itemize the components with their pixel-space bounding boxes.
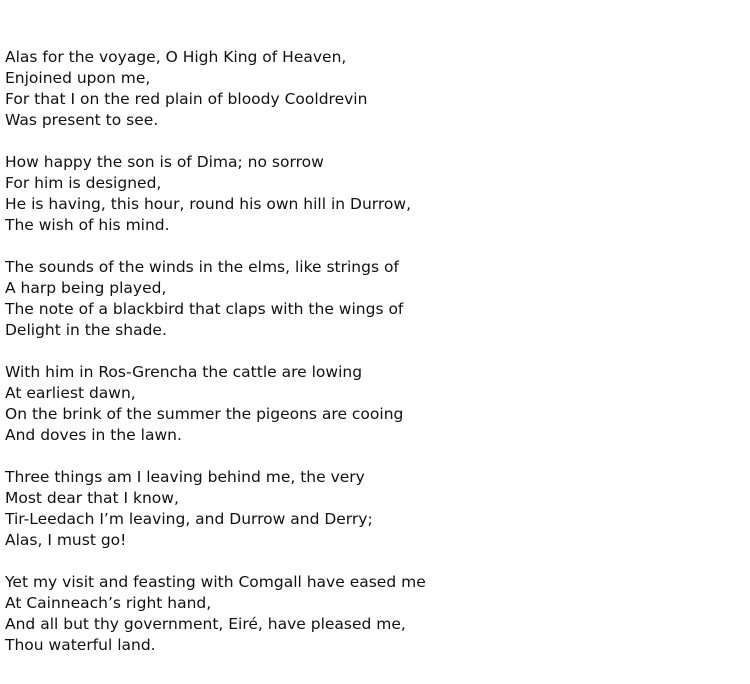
stanza-1 xyxy=(5,47,745,131)
poem-line: Tir-Leedach I’m leaving, and Durrow and Derry; xyxy=(5,510,373,528)
poem-line: Thou waterful land. xyxy=(5,636,156,654)
stanza-4 xyxy=(5,362,745,446)
poem-line: A harp being played, xyxy=(5,279,167,297)
poem-line: The note of a blackbird that claps with the wings of xyxy=(5,300,404,318)
poem-line: And all but thy government, Eiré, have pleased me, xyxy=(5,615,406,633)
poem-line: The sounds of the winds in the elms, like strings of xyxy=(5,258,399,276)
poem-line: Delight in the shade. xyxy=(5,321,167,339)
poem-line: Yet my visit and feasting with Comgall have eased me xyxy=(5,573,426,591)
poem-line: At earliest dawn, xyxy=(5,384,136,402)
stanza-3 xyxy=(5,257,745,341)
poem-line: How happy the son is of Dima; no sorrow xyxy=(5,153,324,171)
poem-line: Three things am I leaving behind me, the very xyxy=(5,468,365,486)
poem-line: He is having, this hour, round his own hill in Durrow, xyxy=(5,195,411,213)
poem-line: Alas, I must go! xyxy=(5,531,127,549)
poem-line: Most dear that I know, xyxy=(5,489,179,507)
poem-line: And doves in the lawn. xyxy=(5,426,182,444)
stanza-5 xyxy=(5,467,745,551)
poem-line: For him is designed, xyxy=(5,174,162,192)
poem-text xyxy=(5,47,745,677)
stanza-6 xyxy=(5,572,745,656)
poem-line: The wish of his mind. xyxy=(5,216,170,234)
poem-line: For that I on the red plain of bloody Cooldrevin xyxy=(5,90,368,108)
poem-line: Alas for the voyage, O High King of Heaven, xyxy=(5,48,347,66)
poem-line: On the brink of the summer the pigeons are cooing xyxy=(5,405,404,423)
stanza-2 xyxy=(5,152,745,236)
poem-line: At Cainneach’s right hand, xyxy=(5,594,212,612)
poem-line: With him in Ros-Grencha the cattle are lowing xyxy=(5,363,363,381)
poem-line: Was present to see. xyxy=(5,111,159,129)
poem-line: Enjoined upon me, xyxy=(5,69,151,87)
